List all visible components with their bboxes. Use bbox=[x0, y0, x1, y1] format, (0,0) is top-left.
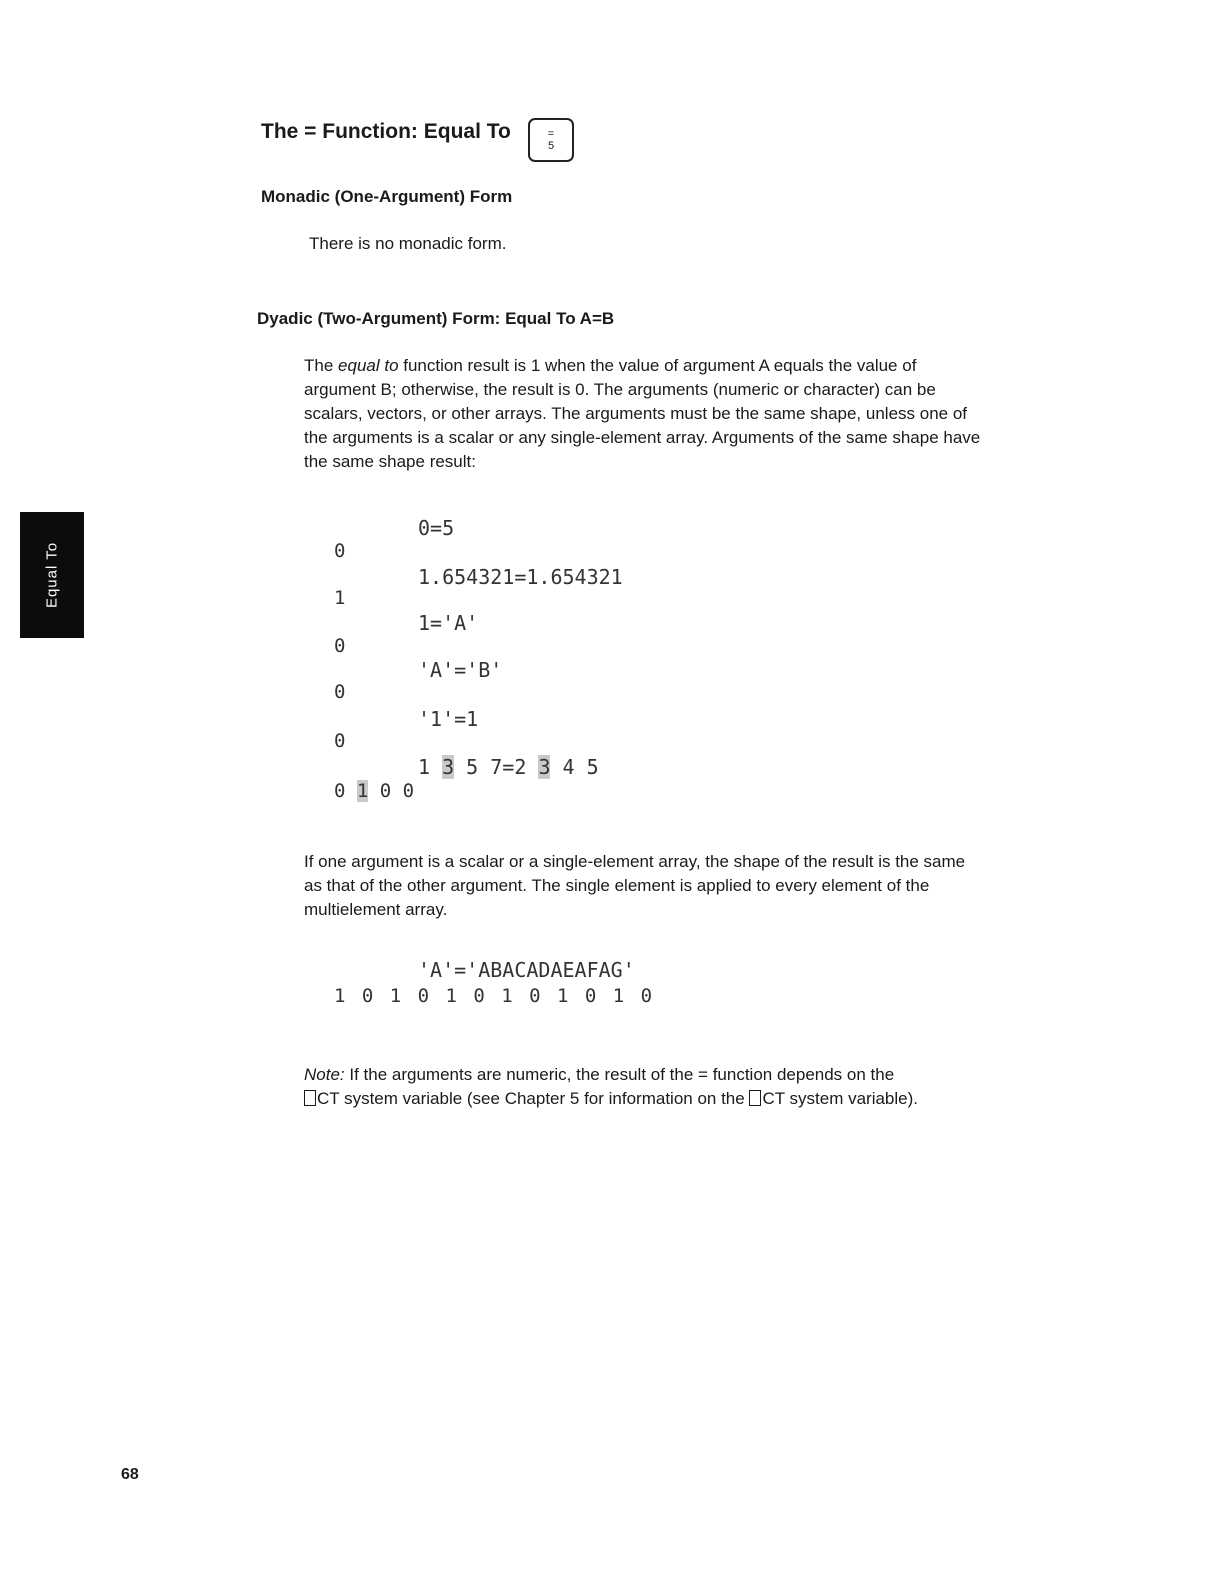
monadic-heading: Monadic (One-Argument) Form bbox=[261, 187, 513, 206]
dyadic-para-emphasis: equal to bbox=[338, 356, 399, 375]
quad-icon bbox=[749, 1090, 761, 1106]
example-7-result: 1 0 1 0 1 0 1 0 1 0 1 0 bbox=[334, 985, 655, 1007]
example-7-expression: 'A'='ABACADAEAFAG' bbox=[418, 958, 635, 982]
dyadic-heading: Dyadic (Two-Argument) Form: Equal To A=B bbox=[257, 309, 615, 328]
ex6-part-a: 1 bbox=[418, 755, 443, 779]
side-tab-label: Equal To bbox=[43, 541, 61, 609]
scalar-paragraph: If one argument is a scalar or a single-element array, the shape of the result is the same as that of the other argument. The single element is applied to every element of the multielement array. bbox=[304, 852, 966, 919]
key-top-symbol: = bbox=[547, 128, 555, 140]
example-6-expression bbox=[418, 755, 599, 779]
example-3-expression: 1='A' bbox=[418, 611, 479, 635]
note-paragraph bbox=[304, 1063, 1004, 1111]
note-text-2a: CT system variable (see Chapter 5 for information on the bbox=[317, 1089, 750, 1108]
ex6-part-c: 5 7=2 bbox=[454, 755, 539, 779]
example-2-result: 1 bbox=[334, 587, 346, 609]
example-4-expression: 'A'='B' bbox=[418, 658, 503, 682]
quad-icon bbox=[304, 1090, 316, 1106]
keyboard-key-icon bbox=[528, 118, 574, 162]
example-5-expression: '1'=1 bbox=[418, 707, 479, 731]
example-6-result bbox=[334, 780, 414, 802]
dyadic-para-lead: The bbox=[304, 356, 334, 375]
example-4-result: 0 bbox=[334, 681, 346, 703]
ex6-result-a: 0 bbox=[334, 780, 357, 802]
example-3-result: 0 bbox=[334, 635, 346, 657]
example-1-result: 0 bbox=[334, 540, 346, 562]
note-text-1: If the arguments are numeric, the result of the = function depends on the bbox=[344, 1065, 895, 1084]
ex6-highlight-1: 3 bbox=[442, 755, 455, 779]
ex6-result-highlight: 1 bbox=[356, 780, 369, 802]
note-label: Note: bbox=[304, 1065, 345, 1084]
dyadic-para-rest: function result is 1 when the value of argument A equals the value of argument B; otherwise, the result is 0. The arguments (numeric or character) can be scalars, vectors, or other arrays. The arguments must be the same shape, unless one of the arguments is a scalar or any single-element array. Arguments of the same shape have the same shape result: bbox=[304, 356, 981, 471]
example-1-expression: 0=5 bbox=[418, 516, 455, 540]
example-2-expression: 1.654321=1.654321 bbox=[418, 565, 623, 589]
note-text-2b: CT system variable). bbox=[762, 1089, 918, 1108]
ex6-highlight-2: 3 bbox=[538, 755, 551, 779]
page-title: The = Function: Equal To bbox=[261, 120, 511, 143]
ex6-result-c: 0 0 bbox=[368, 780, 415, 802]
side-tab bbox=[20, 512, 84, 638]
key-bottom-symbol: 5 bbox=[547, 140, 555, 152]
ex6-part-e: 4 5 bbox=[550, 755, 599, 779]
page-number: 68 bbox=[121, 1466, 139, 1483]
dyadic-paragraph bbox=[304, 354, 984, 474]
example-5-result: 0 bbox=[334, 730, 346, 752]
monadic-text: There is no monadic form. bbox=[309, 234, 507, 253]
